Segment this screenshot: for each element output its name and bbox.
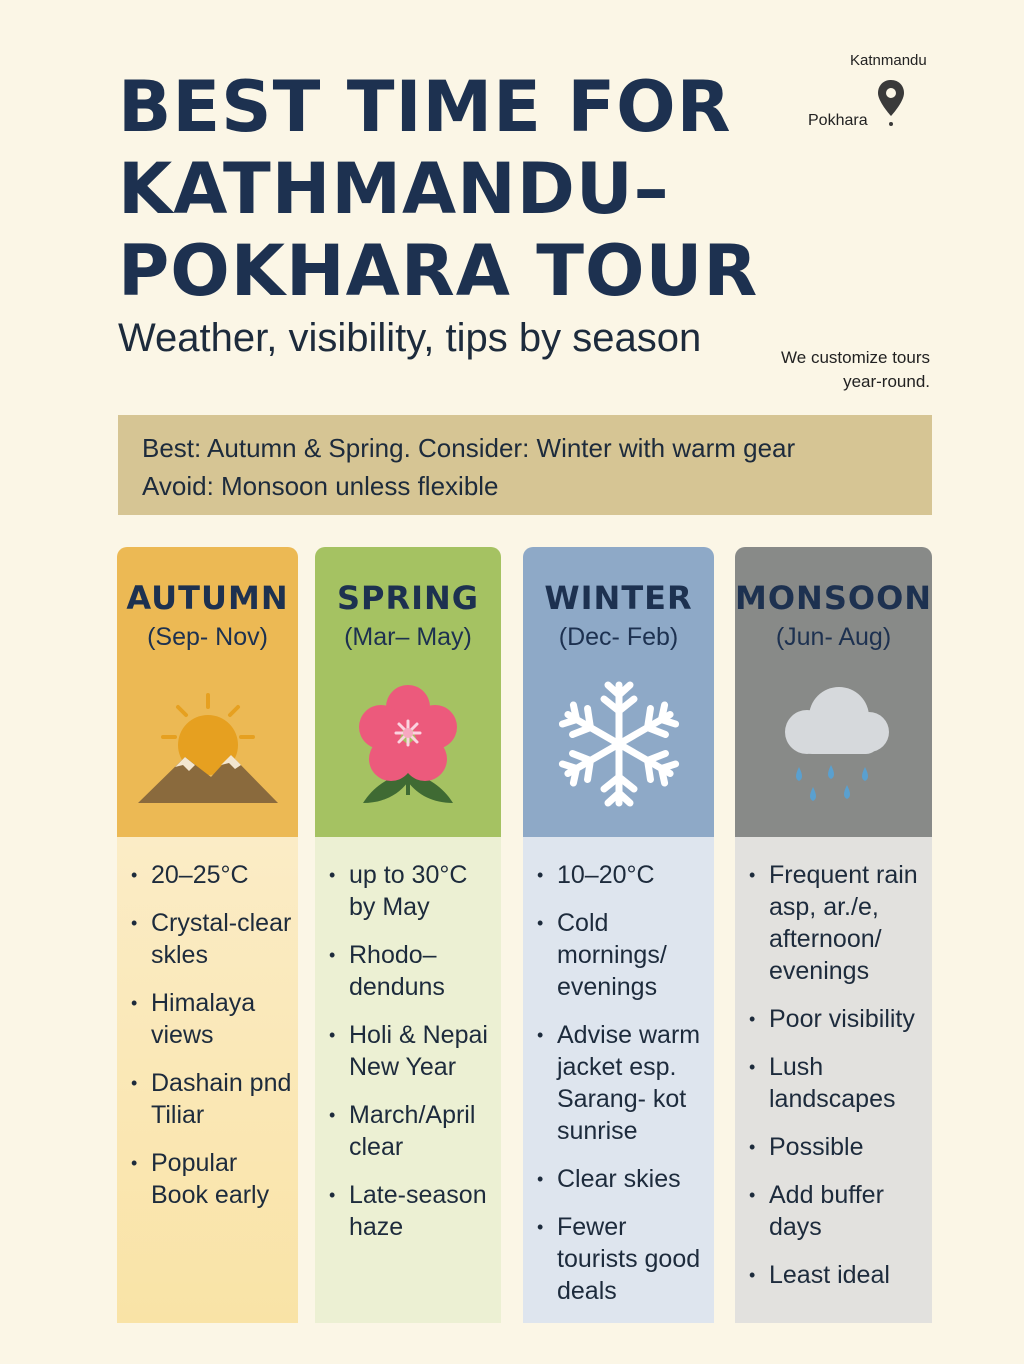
list-item: • 10–20°C (535, 859, 708, 891)
list-item: • Frequent rain asp, ar./e, afternoon/ evenings (747, 859, 926, 987)
season-header (315, 547, 501, 837)
list-item: • Possible (747, 1131, 926, 1163)
banner-line-avoid: Avoid: Monsoon unless flexible (142, 471, 499, 501)
list-item: • Crystal-clear skles (129, 907, 292, 971)
recommendation-banner (118, 415, 932, 515)
list-item: • Holi & Nepai New Year (327, 1019, 495, 1083)
list-item: • Rhodo– denduns (327, 939, 495, 1003)
season-name: SPRING (336, 579, 480, 617)
map-pin-icon (876, 78, 906, 128)
list-item: • March/April clear (327, 1099, 495, 1163)
season-details (735, 837, 932, 1323)
season-details (117, 837, 298, 1323)
season-header (117, 547, 298, 837)
map-label-kathmandu: Katnmandu (850, 52, 927, 69)
customize-note: We customize tours year-round. (781, 348, 930, 391)
season-name: AUTUMN (126, 579, 289, 617)
season-name: MONSOON (735, 579, 932, 617)
list-item: • Late-season haze (327, 1179, 495, 1243)
list-item: • Dashain pnd Tiliar (129, 1067, 292, 1131)
season-card-autumn (117, 547, 298, 1323)
list-item: • Cold mornings/ evenings (535, 907, 708, 1003)
title-line: POKHARA TOUR (118, 230, 759, 312)
list-item: • Fewer tourists good deals (535, 1211, 708, 1307)
list-item: • Advise warm jacket esp. Sarang- kot sunrise (535, 1019, 708, 1147)
list-item: • Lush landscapes (747, 1051, 926, 1115)
list-item: • Clear skies (535, 1163, 708, 1195)
snowflake-icon (554, 677, 684, 811)
title-line: KATHMANDU– (118, 148, 670, 230)
page-subtitle: Weather, visibility, tips by season (118, 316, 702, 360)
list-item: • Himalaya views (129, 987, 292, 1051)
list-item: • Popular Book early (129, 1147, 292, 1211)
map-label-pokhara: Pokhara (808, 112, 868, 129)
season-header (735, 547, 932, 837)
season-range: (Dec- Feb) (558, 623, 679, 651)
list-item: • 20–25°C (129, 859, 292, 891)
list-item: • up to 30°C by May (327, 859, 495, 923)
page-title (118, 66, 798, 312)
sun-over-mountains-icon (133, 677, 283, 807)
list-item: • Poor visibility (747, 1003, 926, 1035)
season-range: (Jun- Aug) (775, 623, 892, 651)
season-details (523, 837, 714, 1323)
season-card-spring (315, 547, 501, 1323)
banner-line-best: Best: Autumn & Spring. Consider: Winter with warm gear (142, 433, 796, 463)
list-item: • Least ideal (747, 1259, 926, 1291)
season-card-monsoon (735, 547, 932, 1323)
season-header (523, 547, 714, 837)
rhododendron-flower-icon (343, 677, 473, 807)
rain-cloud-icon (769, 677, 899, 807)
title-line: BEST TIME FOR (118, 66, 732, 148)
list-item: • Add buffer days (747, 1179, 926, 1243)
season-range: (Mar– May) (344, 623, 472, 651)
season-range: (Sep- Nov) (147, 623, 268, 651)
season-card-winter (523, 547, 714, 1323)
season-name: WINTER (544, 579, 693, 617)
season-details (315, 837, 501, 1323)
